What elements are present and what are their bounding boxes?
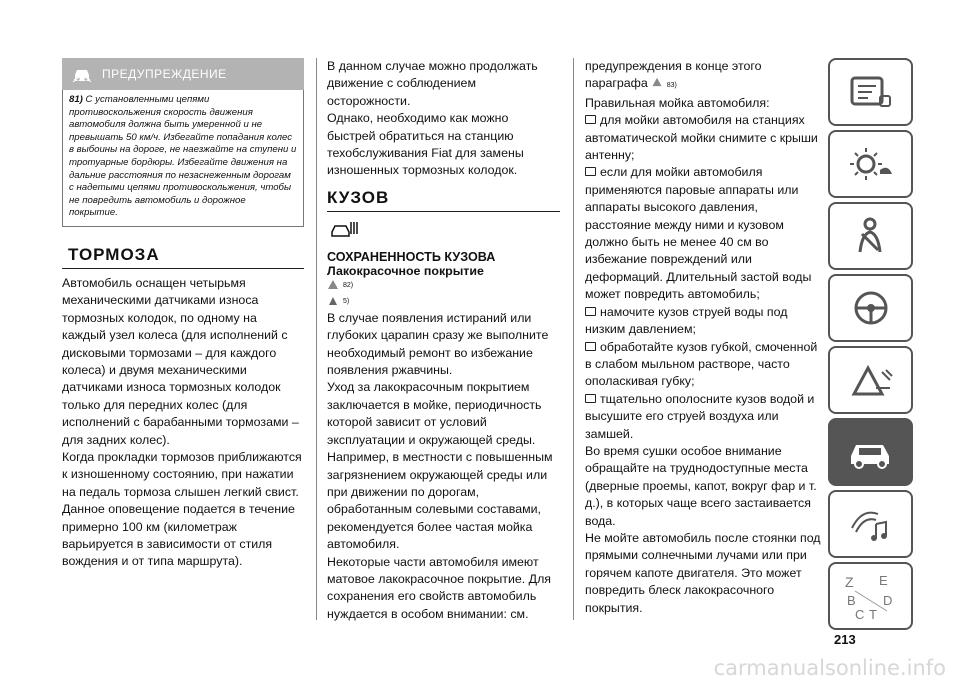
warning-title: ПРЕДУПРЕЖДЕНИЕ <box>102 67 227 81</box>
column-3 <box>585 58 823 617</box>
paragraph: В данном случае можно продолжать движение с соблюдением осторожности. <box>327 59 538 108</box>
column-1 <box>62 58 304 571</box>
tab-index[interactable] <box>828 562 913 630</box>
chapter-tabs <box>828 58 913 634</box>
warning-text: С установленными цепями противоскольжения скорость движения автомобиля должна быть умеренной и не превышать 50 км/ч. Избегайте попадания колес в выбоины на дороге, не наезжайте на ступени и тротуарные бордюры. Избегайте движения на дальние расстояния по незаснеженным дорогам с надетыми цепями противоскольжения, чтобы не повредить автомобиль и дорожное покрытие. <box>69 94 297 219</box>
section-title-body: КУЗОВ <box>327 187 390 207</box>
bullet-item <box>585 304 823 339</box>
checkbox-bullet-icon <box>585 342 596 351</box>
bullet-item <box>585 391 823 443</box>
alphabet-index-icon <box>841 571 901 621</box>
bullet-item <box>585 339 823 391</box>
bullet-text: обработайте кузов губкой, смоченной в слабом мыльном растворе, часто ополаскивая губку; <box>585 339 818 389</box>
tab-maintenance[interactable] <box>828 418 913 486</box>
note-ref-number: 5) <box>343 298 350 306</box>
bullet-item <box>585 112 823 164</box>
index-letter: B <box>846 593 856 608</box>
warning-ref-number: 83) <box>666 82 677 90</box>
car-warning-icon <box>62 65 102 83</box>
index-letter: D <box>882 593 892 608</box>
paragraph: Некоторые части автомобиля имеют матовое лакокрасочное покрытие. Для сохранения его свойств автомобиль нуждается в особом внимании: см. <box>327 554 552 621</box>
warning-header <box>62 58 304 90</box>
index-letter: T <box>868 607 877 621</box>
checkbox-bullet-icon <box>585 394 596 403</box>
tab-emergency[interactable] <box>828 346 913 414</box>
index-letter: E <box>878 573 888 588</box>
tab-multimedia[interactable] <box>828 490 913 558</box>
paragraph: Автомобиль оснащен четырьмя механическими датчиками износа тормозных колодок, по одному на каждый узел колеса (для исполнений с дисковыми тормозами – для каждого колеса) и двумя механическими датчиками износа тормозных колодок только для передних колес (для исполнений с барабанными тормозами – для задних колес). <box>62 275 299 447</box>
column-divider <box>573 58 574 620</box>
tab-dashboard[interactable] <box>828 58 913 126</box>
column-2 <box>327 58 560 623</box>
bullet-text: тщательно ополосните кузов водой и высушите его струей воздуха или замшей. <box>585 391 815 441</box>
divider <box>62 268 304 269</box>
index-letter: C <box>854 607 864 621</box>
warning-ref-icon <box>327 279 339 292</box>
paragraph: Не мойте автомобиль после стоянки под прямыми солнечными лучами или при горячем капоте двигателя. Это может повредить блеск лакокрасочного покрытия. <box>585 530 821 615</box>
paragraph: В случае появления истираний или глубоких царапин сразу же выполните необходимый ремонт во избежание появления ржавчины. <box>327 310 549 378</box>
bullet-text: если для мойки автомобиля применяются паровые аппараты или аппараты высокого давления, расстояние между ними и кузовом должно быть не менее 40 см во избежание повреждений или деформаций. Длительный застой воды может повредить автомобиль; <box>585 165 812 302</box>
car-icon <box>843 432 899 472</box>
paragraph-text: предупреждения в конце этого параграфа <box>585 59 762 91</box>
steering-wheel-icon <box>846 288 896 328</box>
warning-ref-number: 82) <box>343 282 354 290</box>
wash-icon <box>329 218 560 242</box>
warning-body <box>62 90 304 227</box>
warning-ref <box>327 278 560 294</box>
multimedia-icon <box>846 504 896 544</box>
note-ref <box>327 294 560 310</box>
paragraph: Правильная мойка автомобиля: <box>585 95 770 110</box>
warning-number: 81) <box>69 94 83 105</box>
column-divider <box>316 58 317 620</box>
seatbelt-icon <box>846 216 896 256</box>
index-letter: Z <box>844 574 854 590</box>
subsection-title: СОХРАНЕННОСТЬ КУЗОВА <box>327 249 496 264</box>
paragraph: Уход за лакокрасочным покрытием заключается в мойке, периодичность которой зависит от условий эксплуатации и окружающей среды. Например, в местности с повышенным загрязнением окружающей среды или при движении по дорогам, обработанным солевыми составами, рекомендуется более частая мойка автомобиля. <box>327 380 553 552</box>
divider <box>327 211 560 212</box>
section-title-brakes: ТОРМОЗА <box>68 244 160 264</box>
note-ref-icon <box>327 295 339 308</box>
checkbox-bullet-icon <box>585 115 596 124</box>
paragraph: Однако, необходимо как можно быстрей обратиться на станцию техобслуживания Fiat для замены изношенных тормозных колодок. <box>327 111 524 178</box>
paragraph: Когда прокладки тормозов приближаются к изношенному состоянию, при нажатии на педаль тормоза слышен легкий свист. Данное оповещение подается в течение примерно 100 км (километраж варьируется в зависимости от стиля вождения и от типа маршрута). <box>62 450 302 569</box>
tab-driving[interactable] <box>828 274 913 342</box>
page-number: 213 <box>834 632 856 647</box>
bullet-text: для мойки автомобиля на станциях автоматической мойки снимите с крыши антенну; <box>585 113 818 163</box>
paragraph <box>585 58 823 95</box>
warning-ref-icon <box>651 77 663 87</box>
dashboard-icon <box>846 72 896 112</box>
sun-icon <box>846 144 896 184</box>
paragraph: Во время сушки особое внимание обращайте на труднодоступные места (дверные проемы, капот, вокруг фар и т. д.), в которых чаще всего застаивается вода. <box>585 443 817 528</box>
checkbox-bullet-icon <box>585 307 596 316</box>
subsection-subtitle: Лакокрасочное покрытие <box>327 263 484 278</box>
checkbox-bullet-icon <box>585 167 596 176</box>
watermark: carmanualsonline.info <box>0 656 960 683</box>
tab-lights[interactable] <box>828 130 913 198</box>
tab-safety[interactable] <box>828 202 913 270</box>
bullet-item <box>585 164 823 303</box>
warning-triangle-icon <box>846 360 896 400</box>
bullet-text: намочите кузов струей воды под низким давлением; <box>585 304 788 337</box>
